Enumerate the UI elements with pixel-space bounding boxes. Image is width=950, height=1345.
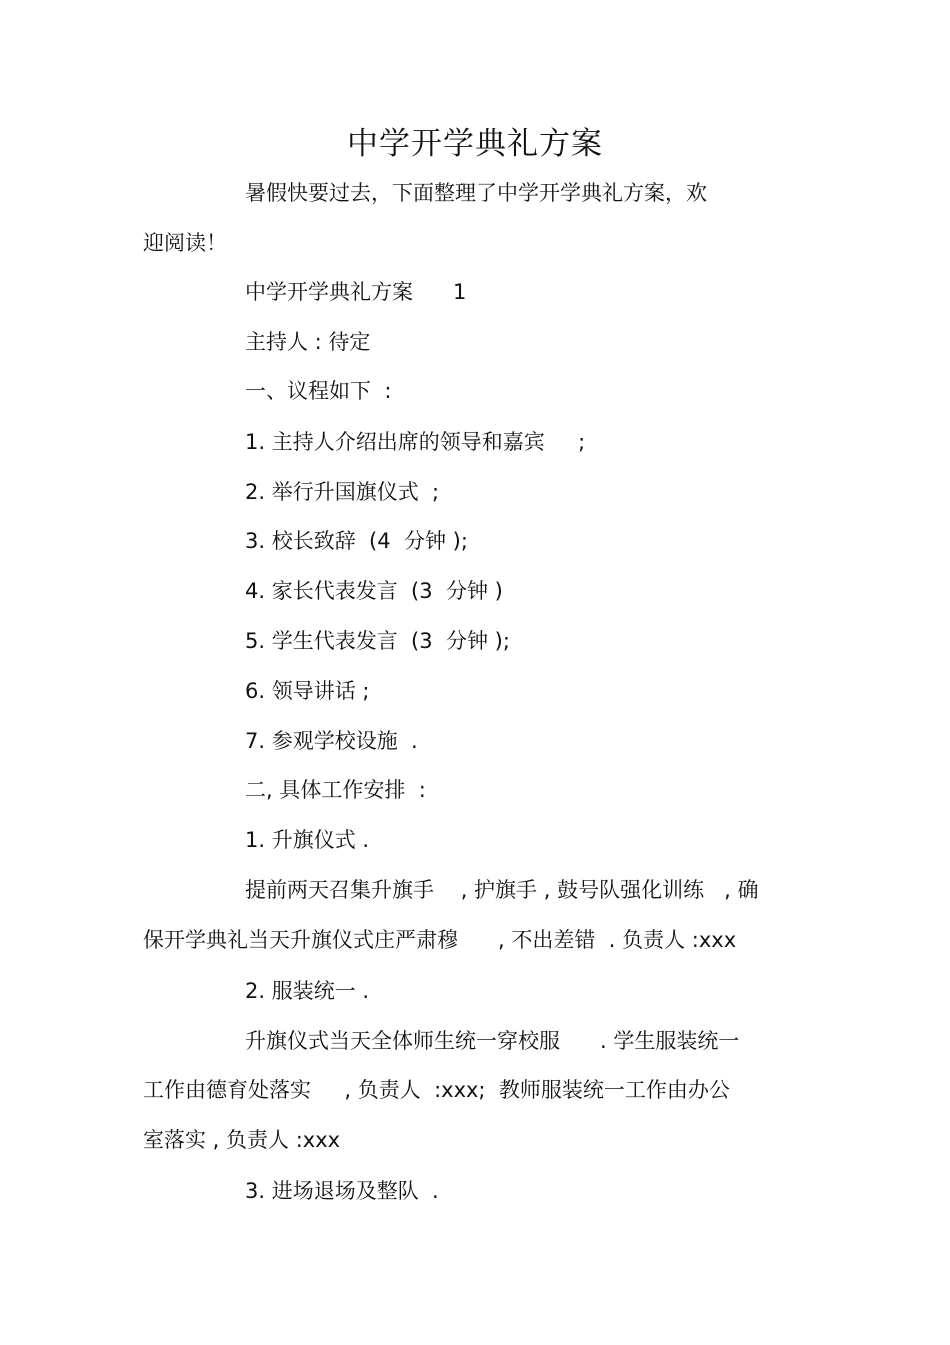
work-item-2-text-line-1: 升旗仪式当天全体师生统一穿校服 . 学生服装统一: [245, 1029, 740, 1053]
agenda-heading: 一、议程如下 :: [245, 379, 392, 403]
work-item-1-text-line-2: 保开学典礼当天升旗仪式庄严肃穆 , 不出差错 . 负责人 :xxx: [143, 928, 737, 952]
agenda-item-6: 6. 领导讲话 ;: [245, 679, 370, 703]
work-arrangement-heading: 二, 具体工作安排 :: [245, 778, 426, 802]
work-item-3-heading: 3. 进场退场及整队 .: [245, 1179, 439, 1203]
document-title: 中学开学典礼方案: [347, 126, 603, 162]
work-item-1-text-line-1: 提前两天召集升旗手 , 护旗手 , 鼓号队强化训练 , 确: [245, 878, 759, 902]
host-line: 主持人 : 待定: [245, 330, 371, 354]
work-item-2-heading: 2. 服装统一 .: [245, 979, 370, 1003]
work-item-1-heading: 1. 升旗仪式 .: [245, 828, 370, 852]
work-item-2-text-line-2: 工作由德育处落实 , 负责人 :xxx; 教师服装统一工作由办公: [143, 1078, 730, 1102]
agenda-item-7: 7. 参观学校设施 .: [245, 729, 418, 753]
work-item-2-text-line-3: 室落实 , 负责人 :xxx: [143, 1128, 341, 1152]
intro-line-1: 暑假快要过去，下面整理了中学开学典礼方案，欢: [245, 181, 707, 205]
agenda-item-5: 5. 学生代表发言 (3 分钟 );: [245, 629, 510, 653]
agenda-item-2: 2. 举行升国旗仪式 ;: [245, 480, 440, 504]
agenda-item-4: 4. 家长代表发言 (3 分钟 ): [245, 579, 503, 603]
intro-line-2: 迎阅读！: [143, 231, 227, 255]
agenda-item-1: 1. 主持人介绍出席的领导和嘉宾 ;: [245, 430, 586, 454]
section-heading-1: 中学开学典礼方案 1: [245, 280, 467, 304]
agenda-item-3: 3. 校长致辞 (4 分钟 );: [245, 529, 468, 553]
